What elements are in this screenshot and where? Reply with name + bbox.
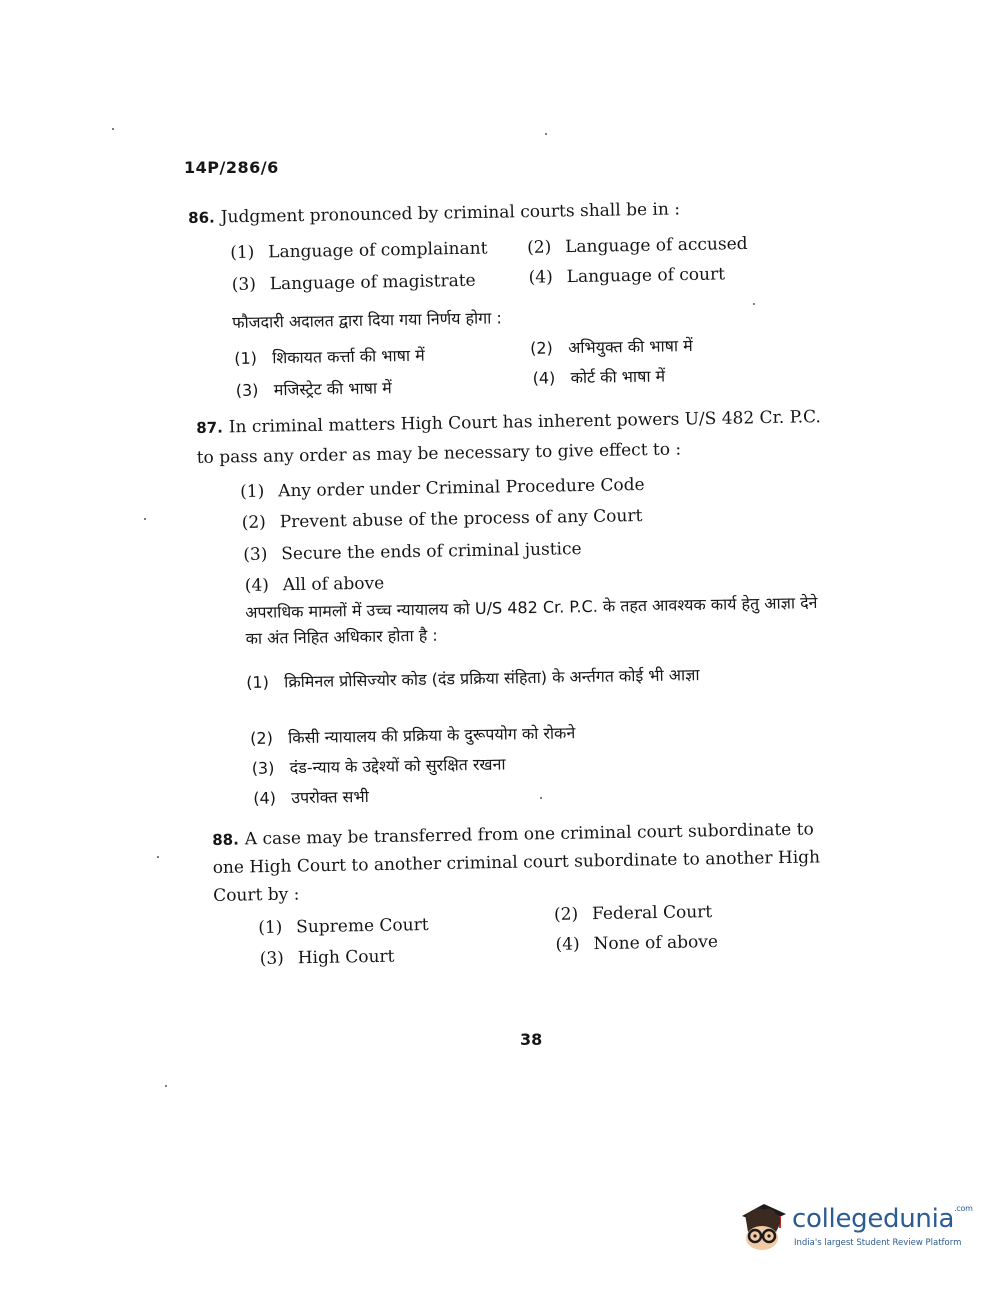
option-2: (2) अभियुक्त की भाषा में (529, 335, 693, 358)
brand-tagline: India's largest Student Review Platform (794, 1238, 962, 1248)
page-number: 38 (520, 1030, 543, 1049)
option-4: (4) None of above (555, 931, 719, 955)
option-1: (1) शिकायत कर्त्ता की भाषा में (234, 345, 425, 368)
option-3: (3) दंड-न्याय के उद्देश्यों को सुरक्षित रखना (251, 754, 506, 778)
scan-speck (545, 133, 547, 135)
question-stem-hi-86: फौजदारी अदालत द्वारा दिया गया निर्णय होगा : (232, 308, 502, 332)
option-4: (4) उपरोक्त सभी (253, 786, 369, 808)
scan-speck (112, 128, 114, 130)
question-stem-en: Judgment pronounced by criminal courts shall be in : (220, 199, 681, 228)
scan-speck (753, 303, 755, 305)
paper-code: 14P/286/6 (184, 158, 279, 177)
scan-speck (540, 797, 542, 799)
option-1: (1) Supreme Court (258, 915, 429, 938)
question-87 (196, 403, 827, 473)
option-1: (1) Language of complainant (230, 238, 488, 263)
option-3: (3) मजिस्ट्रेट की भाषा में (235, 378, 392, 400)
option-1: (1) क्रिमिनल प्रोसिज्योर कोड (दंड प्रक्रिया संहिता) के अर्न्तगत कोई भी आज्ञा (246, 665, 700, 692)
option-2: (2) Prevent abuse of the process of any Court (241, 505, 643, 533)
question-number: 86. (188, 208, 215, 227)
brand-name: collegedunia$^{.com}$ (792, 1204, 973, 1234)
collegedunia-logo (736, 1198, 973, 1258)
question-number: 87. (196, 418, 223, 437)
option-1: (1) Any order under Criminal Procedure Code (240, 474, 645, 502)
option-2: (2) Federal Court (553, 902, 713, 925)
question-stem-en: In criminal matters High Court has inherent powers U/S 482 Cr. P.C. to pass any order as may be necessary to give effect to : (196, 407, 822, 468)
question-stem-en: A case may be transferred from one criminal court subordinate to one High Court to another criminal court subordinate to another High Court by : (212, 819, 821, 907)
option-3: (3) Secure the ends of criminal justice (243, 539, 582, 565)
question-88 (212, 815, 833, 910)
question-number: 88. (212, 830, 239, 849)
scan-speck (144, 518, 146, 520)
scan-speck (157, 856, 159, 858)
option-2: (2) किसी न्यायालय की प्रक्रिया के दुरूपयोग को रोकने (250, 723, 576, 748)
scan-speck (165, 1085, 167, 1087)
option-3: (3) High Court (259, 946, 395, 969)
option-4: (4) कोर्ट की भाषा में (532, 366, 666, 388)
option-3: (3) Language of magistrate (231, 270, 476, 295)
mascot-icon (736, 1198, 790, 1254)
option-2: (2) Language of accused (527, 233, 748, 258)
option-4: (4) All of above (244, 573, 385, 596)
question-stem-hi-87: अपराधिक मामलों में उच्च न्यायालय को U/S 482 Cr. P.C. के तहत आवश्यक कार्य हेतु आज्ञा देने का अंत निहित अधिकार होता है : (245, 593, 818, 648)
option-4: (4) Language of court (528, 264, 726, 288)
question-86 (188, 199, 680, 228)
